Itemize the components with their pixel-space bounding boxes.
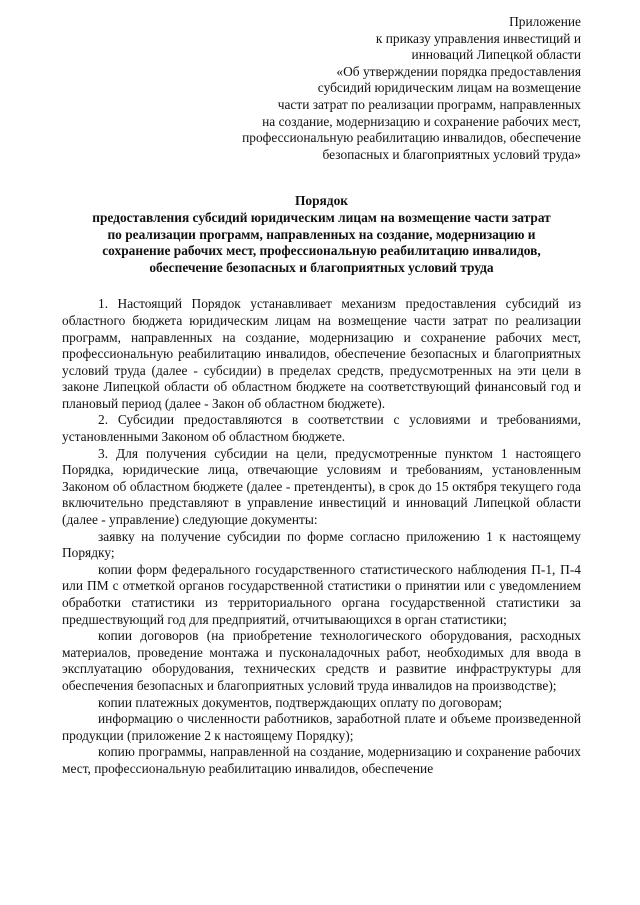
list-item-statistics-forms: копии форм федерального государственного статистического наблюдения П-1, П-4 или ПМ с отметкой органов государственной статистики о принятии или с уведомлением обработки статистики из территориального органа государственной статистики за предшествующий год для предприятий, отчитывающихся в орган статистики; xyxy=(62,561,581,627)
list-item-program-copy: копию программы, направленной на создание, модернизацию и сохранение рабочих мест, профессиональную реабилитацию инвалидов, обеспечение xyxy=(62,744,581,776)
document-title xyxy=(62,193,581,276)
appendix-line: «Об утверждении порядка предоставления xyxy=(336,63,581,79)
paragraph-point-1: 1. Настоящий Порядок устанавливает механизм предоставления субсидий из областного бюджета юридическим лицам на возмещение части затрат по реализации программ, направленных на создание, модернизацию и сохранение рабочих мест, профессиональную реабилитацию инвалидов, обеспечение безопасных и благоприятных условий труда (далее - субсидии) в пределах средств, предусмотренных на эти цели в законе Липецкой области об областном бюджете на соответствующий финансовый год и плановый период (далее - Закон об областном бюджете). xyxy=(62,296,581,411)
appendix-line: части затрат по реализации программ, направленных xyxy=(277,96,581,112)
appendix-line: на создание, модернизацию и сохранение рабочих мест, xyxy=(262,113,581,129)
appendix-line: профессиональную реабилитацию инвалидов, обеспечение xyxy=(242,130,581,146)
paragraph-point-3: 3. Для получения субсидии на цели, предусмотренные пунктом 1 настоящего Порядка, юридические лица, отвечающие условиям и требованиям, установленным Законом об областном бюджете (далее - претенденты), в срок до 15 октября текущего года включительно представляют в управление инвестиций и инноваций Липецкой области (далее - управление) следующие документы: xyxy=(62,445,581,528)
list-item-application: заявку на получение субсидии по форме согласно приложению 1 к настоящему Порядку; xyxy=(62,528,581,561)
list-item-employee-info: информацию о численности работников, заработной плате и объеме произведенной продукции (приложение 2 к настоящему Порядку); xyxy=(62,711,581,743)
title-subtitle-line: предоставления субсидий юридическим лицам на возмещение части затрат xyxy=(92,209,551,225)
title-heading: Порядок xyxy=(295,193,348,209)
paragraph-point-2: 2. Субсидии предоставляются в соответствии с условиями и требованиями, установленными Законом об областном бюджете. xyxy=(62,412,581,445)
title-subtitle-line: обеспечение безопасных и благоприятных условий труда xyxy=(149,259,494,275)
list-item-payment-documents: копии платежных документов, подтверждающих оплату по договорам; xyxy=(98,694,503,710)
document-body xyxy=(62,296,581,777)
appendix-line: инноваций Липецкой области xyxy=(411,47,581,63)
appendix-reference xyxy=(62,14,581,163)
list-item-contracts: копии договоров (на приобретение технологического оборудования, расходных материалов, проведение монтажа и пусконаладочных работ, необходимых для ввода в эксплуатацию оборудования, технических средств и развитие инфраструктуры для обеспечения безопасных и благоприятных условий труда инвалидов на производстве); xyxy=(62,628,581,693)
appendix-line: безопасных и благоприятных условий труда» xyxy=(322,146,581,162)
title-subtitle-line: по реализации программ, направленных на создание, модернизацию и xyxy=(107,226,536,242)
appendix-line: субсидий юридическим лицам на возмещение xyxy=(317,80,581,96)
appendix-line: Приложение xyxy=(509,14,581,29)
title-subtitle-line: сохранение рабочих мест, профессиональную реабилитацию инвалидов, xyxy=(102,243,541,259)
appendix-line: к приказу управления инвестиций и xyxy=(375,30,581,46)
